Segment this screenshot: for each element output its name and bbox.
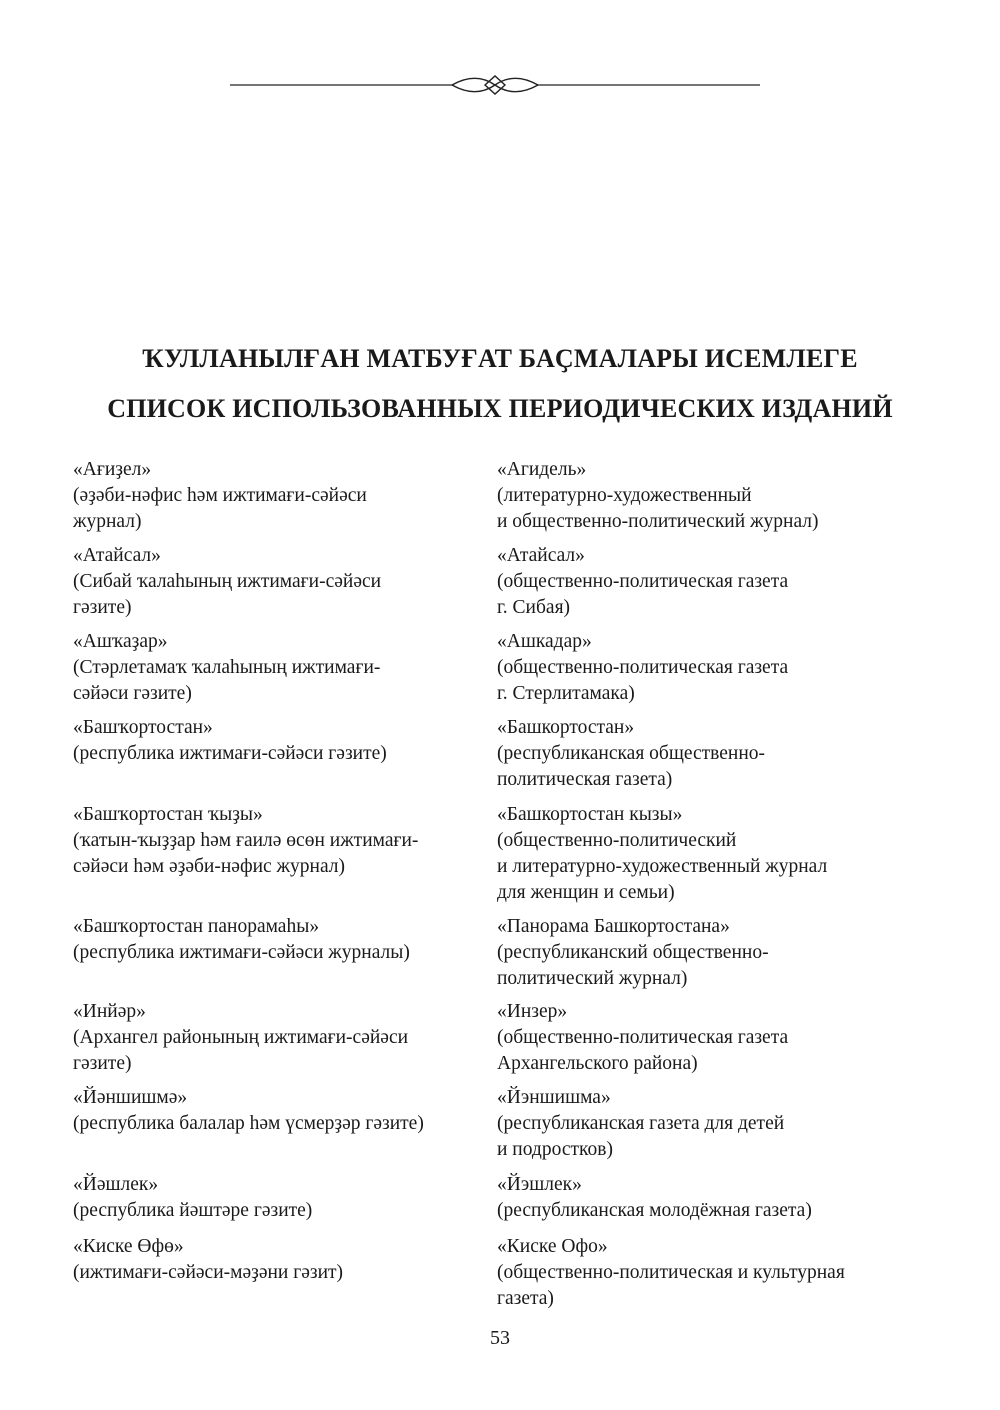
entry-bashkir: «Ашҡаҙар» (Стәрлетамаҡ ҡалаһының ижтимағи- сәйәси гәзите) [73,631,381,704]
header-ornament [230,70,760,100]
entry-bashkir: «Башҡортостан панорамаһы» (республика ижтимағи-сәйәси журналы) [73,916,410,963]
entry-russian: «Киске Офо» (общественно-политическая и культурная газета) [497,1236,845,1309]
entry-russian: «Панорама Башкортостана» (республиканский общественно- политический журнал) [497,916,769,989]
entry-russian: «Атайсал» (общественно-политическая газета г. Сибая) [497,545,789,618]
entry-bashkir: «Башҡортостан ҡыҙы» (ҡатын-ҡыҙҙар һәм ғаилә өсөн ижтимағи- сәйәси һәм әҙәби-нәфис журнал) [73,804,419,877]
page-title-bashkir: ҠУЛЛАНЫЛҒАН МАТБУҒАТ БАҪМАЛАРЫ ИСЕМЛЕГЕ [142,344,858,373]
entry-russian: «Башкортостан кызы» (общественно-политический и литературно-художественный журнал для женщин и семьи) [497,804,828,903]
entry-bashkir: «Атайсал» (Сибай ҡалаһының ижтимағи-сәйәси гәзите) [73,545,382,618]
entry-bashkir: «Йәшлек» (республика йәштәре гәзите) [73,1174,313,1221]
page-title-russian: СПИСОК ИСПОЛЬЗОВАННЫХ ПЕРИОДИЧЕСКИХ ИЗДАНИЙ [107,394,893,423]
entry-russian: «Башкортостан» (республиканская общественно- политическая газета) [497,717,766,790]
entry-russian: «Йэшлек» (республиканская молодёжная газета) [497,1174,812,1221]
entry-bashkir: «Йәншишмә» (республика балалар һәм үсмерҙәр гәзите) [73,1087,424,1134]
entry-bashkir: «Инйәр» (Архангел районының ижтимағи-сәйәси гәзите) [73,1001,409,1074]
entry-bashkir: «Башҡортостан» (республика ижтимағи-сәйәси гәзите) [73,717,387,764]
entry-russian: «Агидель» (литературно-художественный и общественно-политический журнал) [497,459,819,532]
entry-bashkir: «Ағиҙел» (әҙәби-нәфис һәм ижтимағи-сәйәси журнал) [73,459,367,532]
entry-russian: «Инзер» (общественно-политическая газета Архангельского района) [497,1001,789,1074]
entry-bashkir: «Киске Өфө» (ижтимағи-сәйәси-мәҙәни гәзит) [73,1236,344,1283]
entry-russian: «Йэншишма» (республиканская газета для детей и подростков) [497,1087,785,1160]
entry-russian: «Ашкадар» (общественно-политическая газета г. Стерлитамака) [497,631,789,704]
page-number: 53 [490,1327,510,1349]
